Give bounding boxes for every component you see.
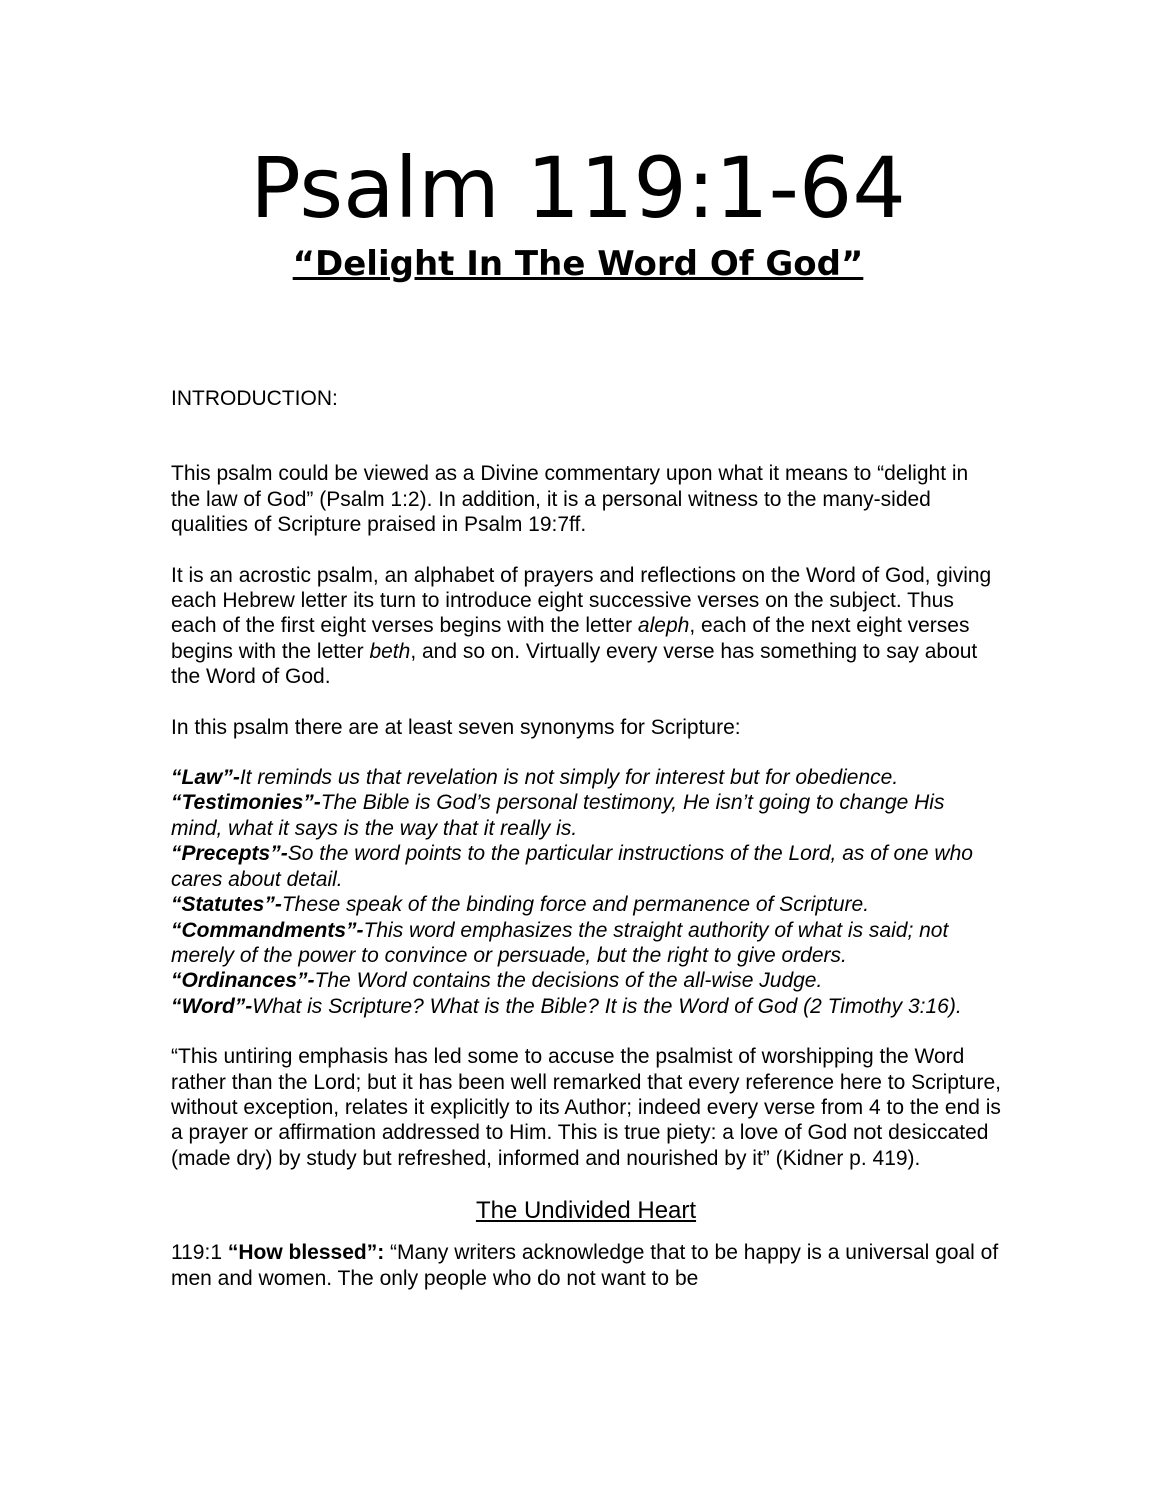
synonym-item [171,790,1001,841]
synonym-definition: It reminds us that revelation is not simply for interest but for obedience. [239,766,899,790]
introduction-label: INTRODUCTION: [171,387,338,410]
synonym-term: “Word”- [171,994,253,1018]
synonym-term: “Statutes”- [171,893,282,917]
synonym-definition: The Word contains the decisions of the all-wise Judge. [314,969,823,993]
verse-paragraph [171,1240,1001,1291]
synonym-term: “Law”- [171,766,240,790]
synonym-definition: These speak of the binding force and permanence of Scripture. [281,893,870,917]
paragraph-2-part-2: , each of the next eight verses begins with the letter [171,614,970,663]
synonym-definition: What is Scripture? What is the Bible? It is the Word of God (2 Timothy 3:16). [252,994,962,1018]
synonym-term: “Commandments”- [171,918,364,942]
paragraph-2-part-1: It is an acrostic psalm, an alphabet of prayers and reflections on the Word of God, giving each Hebrew letter its turn to introduce eight successive verses on the subject. Thus each of the first eight verses begins with the letter [171,563,992,638]
synonym-item [171,892,1001,917]
hebrew-letter-beth: beth [369,639,411,663]
synonym-item [171,968,1001,993]
synonym-definition: The Bible is God’s personal testimony, He isn’t going to change His mind, what it says is the way that it really is. [171,791,945,840]
synonym-term: “Precepts”- [171,842,288,866]
paragraph-4-quote: “This untiring emphasis has led some to accuse the psalmist of worshipping the Word rather than the Lord; but it has been well remarked that every reference here to Scripture, without exception, relates it explicitly to its Author; indeed every verse from 4 to the end is a prayer or affirmation addressed to Him. This is true piety: a love of God not desiccated (made dry) by study but refreshed, informed and nourished by it” (Kidner p. 419). [171,1045,1001,1170]
paragraph-1: This psalm could be viewed as a Divine commentary upon what it means to “delight in the law of God” (Psalm 1:2). In addition, it is a personal witness to the many-sided qualities of Scripture praised in Psalm 19:7ff. [171,462,969,537]
verse-reference: 119:1 [171,1241,228,1265]
synonym-item [171,765,1001,790]
section-heading: The Undivided Heart [475,1197,697,1225]
document-title: Psalm 119:1-64 [250,139,906,237]
synonym-item [171,841,1001,892]
hebrew-letter-aleph: aleph [637,614,690,638]
document-body [171,386,1001,1291]
synonym-item [171,918,1001,969]
paragraph-2-part-3: , and so on. Virtually every verse has something to say about the Word of God. [171,639,978,689]
paragraph-3: In this psalm there are at least seven synonyms for Scripture: [171,715,741,739]
paragraph-2 [171,563,1001,690]
synonym-term: “Testimonies”- [171,791,321,815]
synonyms-list [171,765,1001,1019]
synonym-definition: So the word points to the particular instructions of the Lord, as of one who cares about detail. [171,842,973,891]
document-subtitle: “Delight In The Word Of God” [292,244,864,284]
synonym-item [171,994,1001,1019]
synonym-definition: This word emphasizes the straight authority of what is said; not merely of the power to convince or persuade, but the right to give orders. [171,918,949,967]
verse-text: “Many writers acknowledge that to be happy is a universal goal of men and women. The only people who do not want to be [171,1241,999,1290]
verse-term: “How blessed”: [227,1241,385,1265]
synonym-term: “Ordinances”- [171,969,315,993]
